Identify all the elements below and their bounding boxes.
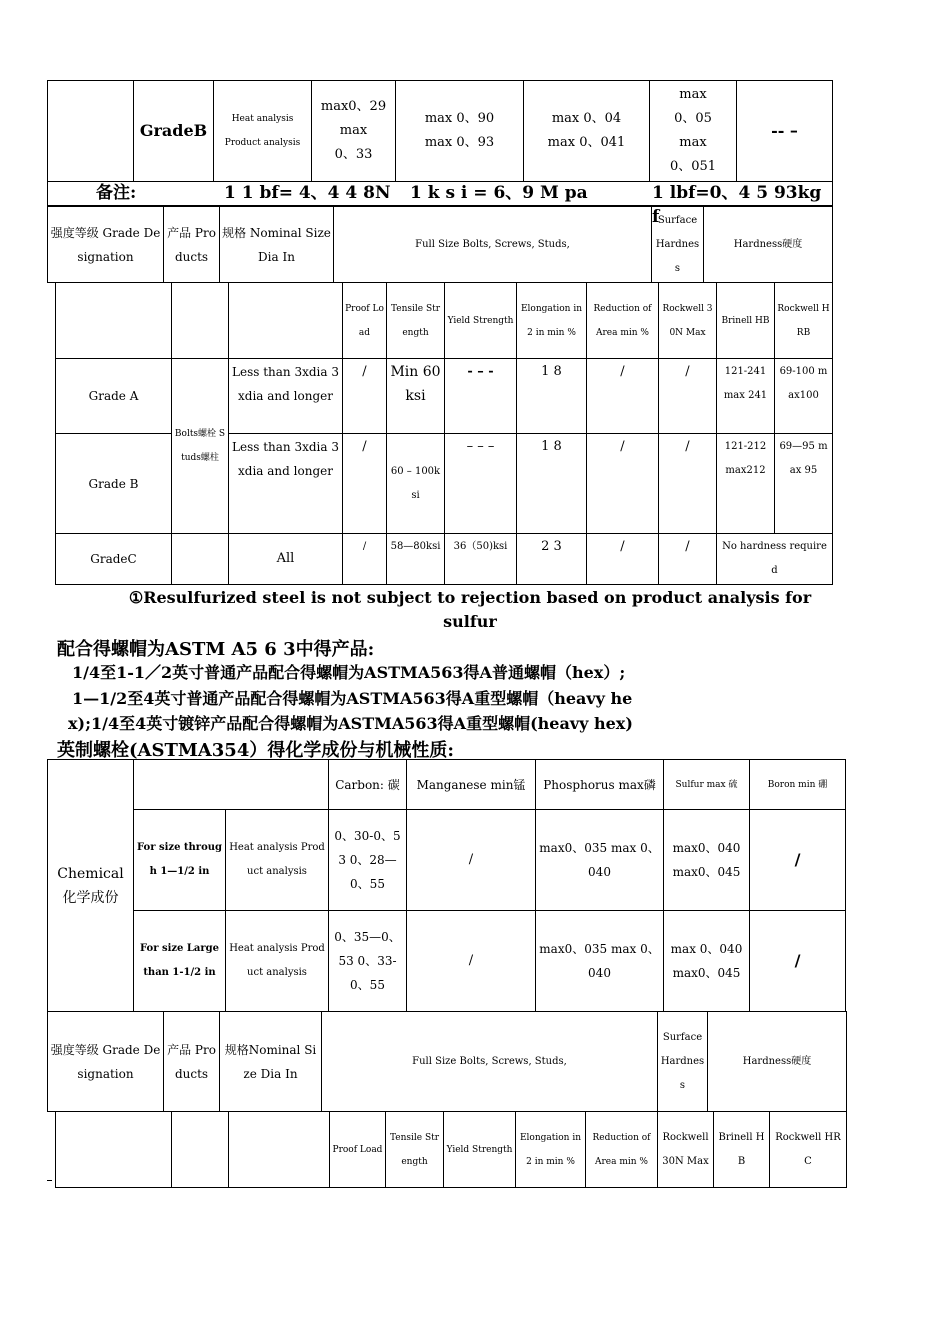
grade-a-reduction: / bbox=[587, 359, 659, 434]
carbon-product: 0、33 bbox=[334, 147, 373, 162]
header-carbon: Carbon: 碳 bbox=[329, 760, 407, 810]
header-boron: Boron min 硼 bbox=[750, 760, 846, 810]
a354-header-size: 规格Nominal Size Dia In bbox=[220, 1012, 322, 1112]
row2-sulfur: max 0、040 max0、045 bbox=[664, 911, 750, 1012]
grade-b-proof: / bbox=[343, 434, 387, 534]
header-surface-hardness: Surface Hardness bbox=[652, 207, 704, 283]
row2-manganese: / bbox=[407, 911, 536, 1012]
grade-a-proof: / bbox=[343, 359, 387, 434]
nut-line-1: 1/4至1-1／2英寸普通产品配合得螺帽为ASTMA563得A普通螺帽（hex）; bbox=[72, 663, 626, 682]
header-products: 产品 Products bbox=[164, 207, 220, 283]
manganese-heat: max 0、90 bbox=[424, 111, 495, 126]
products-bolts-studs: Bolts螺栓 Studs螺柱 bbox=[172, 359, 229, 534]
header-phosphorus: Phosphorus max磷 bbox=[536, 760, 664, 810]
nut-line-2: 1—1/2至4英寸普通产品配合得螺帽为ASTMA563得A重型螺帽（heavy he bbox=[72, 689, 633, 708]
row1-carbon: 0、30-0、53 0、28—0、55 bbox=[329, 810, 407, 911]
sulfur-max-1: max bbox=[679, 87, 707, 102]
grade-a-yield: - – - bbox=[445, 359, 517, 434]
sub-yield: Yield Strength bbox=[445, 283, 517, 359]
grade-b-tensile: 60 – 100ksi bbox=[387, 434, 445, 534]
empty-cell bbox=[229, 1112, 330, 1188]
chemical-label: Chemical 化学成份 bbox=[48, 760, 134, 1012]
grade-abc-header-table bbox=[47, 206, 833, 283]
carbon-values bbox=[312, 81, 396, 182]
size-through-1-half: For size through 1—1/2 in bbox=[134, 810, 226, 911]
grade-c-size: All bbox=[229, 534, 343, 585]
empty-cell bbox=[229, 283, 343, 359]
sub-brinell: Brinell HB bbox=[717, 283, 775, 359]
grade-b-label: GradeB bbox=[134, 81, 214, 182]
manganese-values bbox=[396, 81, 524, 182]
note-lbf-newton: 1 1 bf= 4、4 4 8N bbox=[224, 183, 391, 203]
carbon-heat: max0、29 bbox=[320, 99, 387, 114]
a354-header-surface-hardness: Surface Hardness bbox=[658, 1012, 708, 1112]
a354-chemistry-table bbox=[47, 759, 846, 1012]
analysis-type bbox=[214, 81, 312, 182]
header-grade: 强度等级 Grade Designation bbox=[48, 207, 164, 283]
grade-c-tensile: 58—80ksi bbox=[387, 534, 445, 585]
size-larger-than-1-half: For size Large than 1-1/2 in bbox=[134, 911, 226, 1012]
a354-header-hardness: Hardness硬度 bbox=[708, 1012, 847, 1112]
a354-sub-elongation: Elongation in 2 in min % bbox=[516, 1112, 586, 1188]
header-sulfur: Sulfur max 硫 bbox=[664, 760, 750, 810]
grade-a-size: Less than 3xdia 3xdia and longer bbox=[229, 359, 343, 434]
phosphorus-product: max 0、041 bbox=[547, 135, 626, 150]
empty-cell bbox=[172, 1112, 229, 1188]
grade-a-tensile: Min 60 ksi bbox=[387, 359, 445, 434]
phosphorus-heat: max 0、04 bbox=[551, 111, 622, 126]
row1-sulfur: max0、040 max0、045 bbox=[664, 810, 750, 911]
grade-b-chemistry-table bbox=[47, 80, 833, 182]
grade-a-brinell: 121-241 max 241 bbox=[717, 359, 775, 434]
sulfur-product: 0、051 bbox=[669, 159, 717, 174]
empty-cell bbox=[172, 534, 229, 585]
nut-heading: 配合得螺帽为ASTM A5 6 3中得产品: bbox=[57, 639, 375, 660]
grade-c-proof: / bbox=[343, 534, 387, 585]
sub-elongation: Elongation in 2 in min % bbox=[517, 283, 587, 359]
a354-sub-rockwell-hrc: Rockwell HRC bbox=[770, 1112, 847, 1188]
sub-rockwell-hrb: Rockwell HRB bbox=[775, 283, 833, 359]
grade-b-reduction: / bbox=[587, 434, 659, 534]
note-ksi-mpa: 1 k s i = 6、9 M pa bbox=[410, 183, 588, 203]
a354-header-products: 产品 Products bbox=[164, 1012, 220, 1112]
row1-manganese: / bbox=[407, 810, 536, 911]
header-full-size: Full Size Bolts, Screws, Studs, bbox=[334, 207, 652, 283]
grade-b-row-label: Grade B bbox=[56, 434, 172, 534]
sub-rockwell-30n: Rockwell 30N Max bbox=[659, 283, 717, 359]
empty-cell bbox=[56, 1112, 172, 1188]
sulfur-footnote: ①Resulfurized steel is not subject to rejection based on product analysis for sulfur bbox=[128, 588, 812, 631]
boron-value: -- – bbox=[737, 81, 833, 182]
sub-tensile: Tensile Strength bbox=[387, 283, 445, 359]
row2-carbon: 0、35—0、53 0、33-0、55 bbox=[329, 911, 407, 1012]
grade-c-reduction: / bbox=[587, 534, 659, 585]
phosphorus-values bbox=[524, 81, 650, 182]
a354-sub-tensile: Tensile Strength bbox=[386, 1112, 444, 1188]
a354-sub-proof: Proof Load bbox=[330, 1112, 386, 1188]
a354-sub-brinell: Brinell HB bbox=[714, 1112, 770, 1188]
grade-a-hrb: 69-100 max100 bbox=[775, 359, 833, 434]
grade-b-elongation: 1 8 bbox=[517, 434, 587, 534]
sulfur-values bbox=[650, 81, 737, 182]
header-size: 规格 Nominal Size Dia In bbox=[220, 207, 334, 283]
manganese-product: max 0、93 bbox=[424, 135, 495, 150]
grade-c-elongation: 2 3 bbox=[517, 534, 587, 585]
note-label: 备注: bbox=[96, 183, 137, 203]
a354-sub-yield: Yield Strength bbox=[444, 1112, 516, 1188]
row2-analysis: Heat analysis Product analysis bbox=[226, 911, 329, 1012]
carbon-max: max bbox=[339, 123, 368, 138]
a354-mechanical-subheader-table bbox=[55, 1111, 847, 1188]
row2-phosphorus: max0、035 max 0、040 bbox=[536, 911, 664, 1012]
grade-b-hrb: 69—95 max 95 bbox=[775, 434, 833, 534]
grade-b-size: Less than 3xdia 3xdia and longer bbox=[229, 434, 343, 534]
empty-cell bbox=[48, 81, 134, 182]
heat-analysis: Heat analysis bbox=[231, 114, 294, 124]
row1-phosphorus: max0、035 max 0、040 bbox=[536, 810, 664, 911]
a354-header-grade: 强度等级 Grade Designation bbox=[48, 1012, 164, 1112]
grade-a-rockwell: / bbox=[659, 359, 717, 434]
sulfur-heat: 0、05 bbox=[674, 111, 712, 126]
nut-line-3: x);1/4至4英寸镀锌产品配合得螺帽为ASTMA563得A重型螺帽(heavy hex) bbox=[68, 714, 633, 733]
sub-reduction: Reduction of Area min % bbox=[587, 283, 659, 359]
empty-cell bbox=[134, 760, 329, 810]
a354-heading: 英制螺栓(ASTMA354）得化学成份与机械性质: bbox=[57, 740, 454, 761]
grade-b-yield: – – – bbox=[445, 434, 517, 534]
row1-analysis: Heat analysis Product analysis bbox=[226, 810, 329, 911]
a354-sub-rockwell-30n: Rockwell 30N Max bbox=[658, 1112, 714, 1188]
grade-c-brinell: No hardness required bbox=[717, 534, 833, 585]
grade-a-elongation: 1 8 bbox=[517, 359, 587, 434]
grade-c-label: GradeC bbox=[56, 534, 172, 585]
a354-mechanical-header-table bbox=[47, 1011, 847, 1112]
grade-b-brinell: 121-212 max212 bbox=[717, 434, 775, 534]
note-row bbox=[47, 181, 833, 227]
empty-cell bbox=[172, 283, 229, 359]
sulfur-max-2: max bbox=[679, 135, 707, 150]
divider bbox=[47, 1180, 52, 1181]
empty-cell bbox=[56, 283, 172, 359]
header-manganese: Manganese min锰 bbox=[407, 760, 536, 810]
grade-b-rockwell: / bbox=[659, 434, 717, 534]
row2-boron: / bbox=[750, 911, 846, 1012]
grade-abc-mechanical-table bbox=[55, 282, 833, 585]
a354-header-full-size: Full Size Bolts, Screws, Studs, bbox=[322, 1012, 658, 1112]
header-hardness: Hardness硬度 bbox=[704, 207, 833, 283]
grade-a-label: Grade A bbox=[56, 359, 172, 434]
grade-c-yield: 36（50)ksi bbox=[445, 534, 517, 585]
grade-c-rockwell: / bbox=[659, 534, 717, 585]
product-analysis: Product analysis bbox=[224, 138, 301, 148]
note-lbf-kgf: 1 lbf=0、4 5 93kg f bbox=[652, 183, 822, 227]
a354-sub-reduction: Reduction of Area min % bbox=[586, 1112, 658, 1188]
row1-boron: / bbox=[750, 810, 846, 911]
sub-proof-load: Proof Load bbox=[343, 283, 387, 359]
